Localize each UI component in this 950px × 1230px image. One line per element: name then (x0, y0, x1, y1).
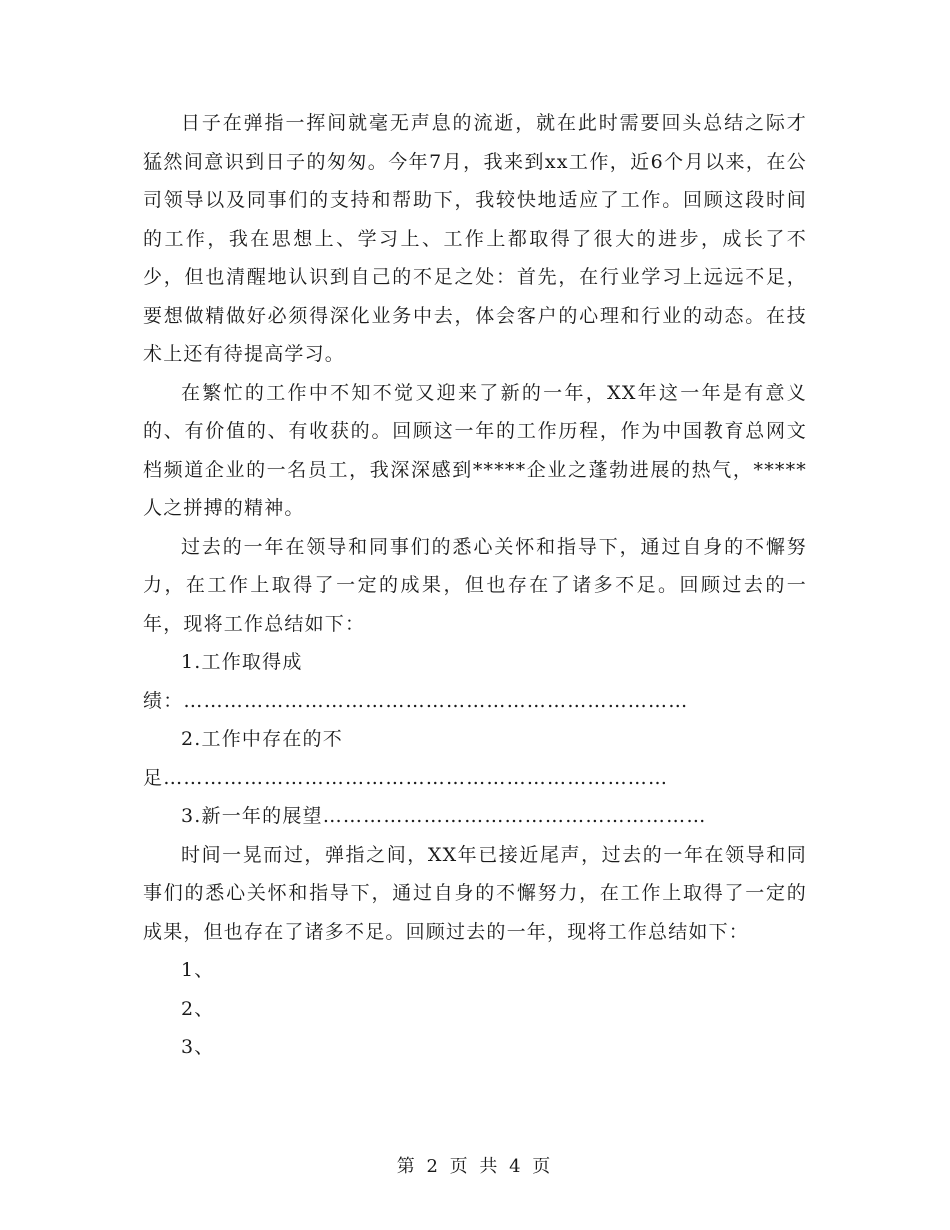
list-item-achievements: 1.工作取得成绩：………………………………………………………………… (143, 651, 689, 712)
paragraph-intro: 日子在弹指一挥间就毫无声息的流逝，就在此时需要回头总结之际才猛然间意识到日子的匆匆。今年7月，我来到xx工作，近6个月以来，在公司领导以及同事们的支持和帮助下，我较快地适应了工作。回顾这段时间的工作，我在思想上、学习上、工作上都取得了很大的进步，成长了不少，但也清醒地认识到自己的不足之处：首先，在行业学习上远远不足，要想做精做好必须得深化业务中去，体会客户的心理和行业的动态。在技术上还有待提高学习。 (143, 112, 807, 365)
list-item-outlook: 3.新一年的展望………………………………………………… (181, 805, 707, 827)
paragraph-summary-intro: 过去的一年在领导和同事们的悉心关怀和指导下，通过自身的不懈努力，在工作上取得了一定的成果，但也存在了诸多不足。回顾过去的一年，现将工作总结如下： (143, 535, 807, 635)
list-item-shortcomings: 2.工作中存在的不足………………………………………………………………… (143, 728, 669, 789)
paragraph-time-flies: 时间一晃而过，弹指之间，XX年已接近尾声，过去的一年在领导和同事们的悉心关怀和指导下，通过自身的不懈努力，在工作上取得了一定的成果，但也存在了诸多不足。回顾过去的一年，现将工作总结如下： (143, 843, 807, 943)
paragraph-new-year: 在繁忙的工作中不知不觉又迎来了新的一年，XX年这一年是有意义的、有价值的、有收获的。回顾这一年的工作历程，作为中国教育总网文档频道企业的一名员工，我深深感到*****企业之蓬勃进展的热气，*****人之拼搏的精神。 (143, 381, 807, 519)
list-item-1: 1、 (181, 959, 215, 981)
page-number-footer: 第 2 页 共 4 页 (396, 1156, 554, 1177)
list-item-2: 2、 (181, 997, 215, 1020)
list-item-3: 3、 (181, 1036, 215, 1058)
document-body (143, 104, 807, 1067)
